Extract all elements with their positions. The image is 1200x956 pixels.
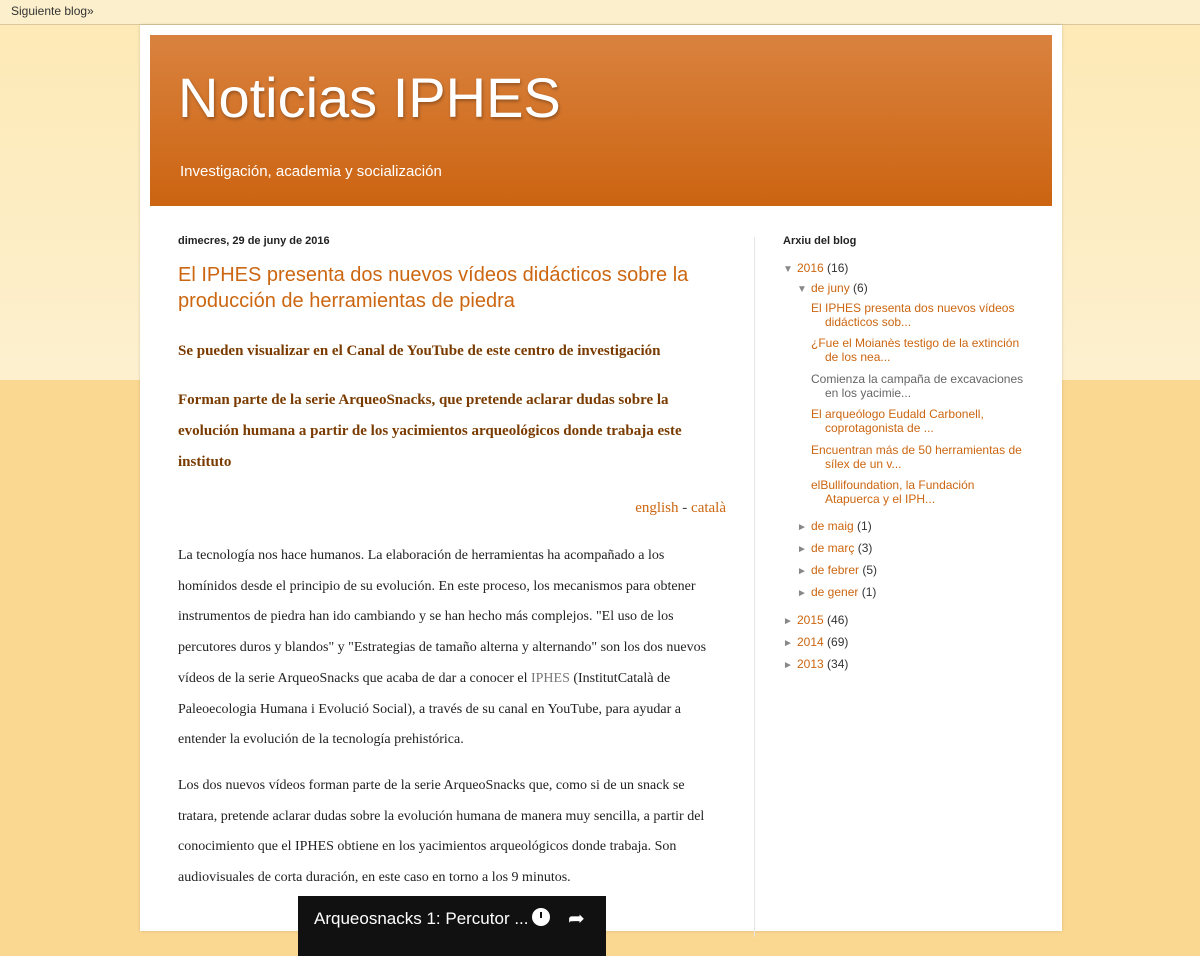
youtube-video-embed[interactable] (298, 896, 606, 956)
year-label[interactable]: 2016 (797, 261, 824, 275)
archive-post-link[interactable] (811, 478, 1026, 506)
year-count: (69) (827, 635, 849, 649)
archive-month-january[interactable] (797, 585, 876, 599)
next-blog-link[interactable]: Siguiente blog» (11, 4, 94, 18)
toggle-closed-icon[interactable]: ► (783, 638, 793, 649)
archive-month-may[interactable] (797, 519, 872, 533)
toggle-closed-icon[interactable]: ► (797, 522, 807, 533)
toggle-closed-icon[interactable]: ► (783, 660, 793, 671)
month-count: (1) (861, 585, 877, 599)
blog-title[interactable]: Noticias IPHES (178, 66, 561, 129)
month-count: (3) (857, 541, 873, 555)
month-label[interactable]: de gener (811, 585, 859, 599)
language-separator: - (678, 500, 692, 516)
year-label[interactable]: 2014 (797, 635, 824, 649)
year-label[interactable]: 2013 (797, 657, 824, 671)
post-link-line1[interactable]: Encuentran más de 50 herramientas de (811, 443, 1022, 457)
archive-post-link[interactable] (811, 407, 1026, 435)
post-date: dimecres, 29 de juny de 2016 (178, 235, 330, 247)
post-link-line2[interactable]: sílex de un v... (825, 457, 902, 471)
month-label[interactable]: de febrer (811, 563, 860, 577)
post-subtitle-1: Se pueden visualizar en el Canal de YouTube de este centro de investigación (178, 343, 661, 359)
year-count: (46) (827, 613, 849, 627)
toggle-closed-icon[interactable]: ► (783, 616, 793, 627)
main-column (178, 235, 726, 894)
year-label[interactable]: 2015 (797, 613, 824, 627)
column-divider (754, 237, 755, 937)
archive-year-2014[interactable] (783, 635, 848, 649)
sidebar (783, 235, 1033, 671)
archive-post-link[interactable] (811, 336, 1026, 364)
month-count: (5) (862, 563, 878, 577)
post-paragraph-1-text-a: La tecnología nos hace humanos. La elaboración de herramientas ha acompañado a los homínidos desde el principio de su evolución. En este proceso, los mecanismos para obtener instrumentos de piedra han ido cambiando y se han hecho más complejos. "El uso de los percutores duros y blandos" y "Estrategias de tamaño alterna y alternando" son los dos nuevos vídeos de la serie ArqueoSnacks que acaba de dar a conocer el (178, 548, 707, 686)
language-links (178, 498, 726, 518)
month-count: (6) (853, 281, 868, 295)
post-link-line1[interactable]: El arqueólogo Eudald Carbonell, (811, 407, 984, 421)
toggle-open-icon[interactable]: ▼ (797, 284, 807, 295)
toggle-closed-icon[interactable]: ► (797, 544, 807, 555)
archive-post-link[interactable] (811, 301, 1026, 329)
toggle-open-icon[interactable]: ▼ (783, 264, 793, 275)
toggle-closed-icon[interactable]: ► (797, 588, 807, 599)
archive-post-link[interactable] (811, 372, 1026, 400)
content-outer (140, 25, 1062, 931)
archive-month-june[interactable] (797, 281, 868, 295)
blogger-navbar (0, 0, 1200, 25)
video-title[interactable]: Arqueosnacks 1: Percutor ... (314, 909, 529, 928)
archive-year-2013[interactable] (783, 657, 848, 671)
post-link-line2[interactable]: en los yacimie... (825, 386, 912, 400)
post-title[interactable]: El IPHES presenta dos nuevos vídeos didácticos sobre la producción de herramientas de piedra (178, 264, 689, 312)
english-link[interactable]: english (635, 500, 679, 516)
post-paragraph-1 (178, 541, 726, 756)
post-link-line2[interactable]: coprotagonista de ... (825, 421, 934, 435)
archive-title: Arxiu del blog (783, 235, 857, 247)
post-link-line1[interactable]: El IPHES presenta dos nuevos vídeos (811, 301, 1015, 315)
month-count: (1) (857, 519, 872, 533)
blog-header (150, 35, 1052, 206)
post-link-line1[interactable]: ¿Fue el Moianès testigo de la extinción (811, 336, 1020, 350)
month-label[interactable]: de març (811, 541, 855, 555)
post-link-line1[interactable]: elBullifoundation, la Fundación (811, 478, 975, 492)
year-count: (34) (827, 657, 849, 671)
month-label[interactable]: de juny (811, 281, 850, 295)
post-paragraph-1-text-b: (InstitutCatalà de Paleoecologia Humana i Evolució Social), a través de su canal en YouTube, para ayudar a entender la evolución de la tecnología prehistórica. (178, 670, 681, 748)
catala-link[interactable]: català (691, 500, 726, 516)
post-link-line2[interactable]: Atapuerca y el IPH... (825, 492, 936, 506)
post-paragraph-2: Los dos nuevos vídeos forman parte de la serie ArqueoSnacks que, como si de un snack se tratara, pretende aclarar dudas sobre la evolución humana de manera muy sencilla, a partir del conocimiento que el IPHES obtiene en los yacimientos arqueológicos donde trabaja. Son audiovisuales de corta duración, en este caso en torno a los 9 minutos. (178, 777, 705, 886)
archive-year-2015[interactable] (783, 613, 848, 627)
watch-later-icon[interactable] (532, 908, 550, 926)
post-subtitle-2: Forman parte de la serie ArqueoSnacks, que pretende aclarar dudas sobre la evolución humana a partir de los yacimientos arqueológicos donde trabaja este instituto (178, 392, 682, 470)
post-link-line1[interactable]: Comienza la campaña de excavaciones (811, 372, 1024, 386)
post-link-line2[interactable]: didácticos sob... (825, 315, 912, 329)
year-count: (16) (827, 261, 849, 275)
toggle-closed-icon[interactable]: ► (797, 566, 807, 577)
archive-post-link[interactable] (811, 443, 1026, 471)
blog-description: Investigación, academia y socialización (180, 163, 442, 180)
share-icon[interactable]: ➦ (568, 908, 585, 930)
month-label[interactable]: de maig (811, 519, 854, 533)
archive-month-march[interactable] (797, 541, 872, 555)
iphes-link[interactable]: IPHES (530, 670, 570, 686)
archive-month-february[interactable] (797, 563, 877, 577)
archive-year-2016[interactable] (783, 261, 848, 275)
post-link-line2[interactable]: de los nea... (825, 350, 891, 364)
